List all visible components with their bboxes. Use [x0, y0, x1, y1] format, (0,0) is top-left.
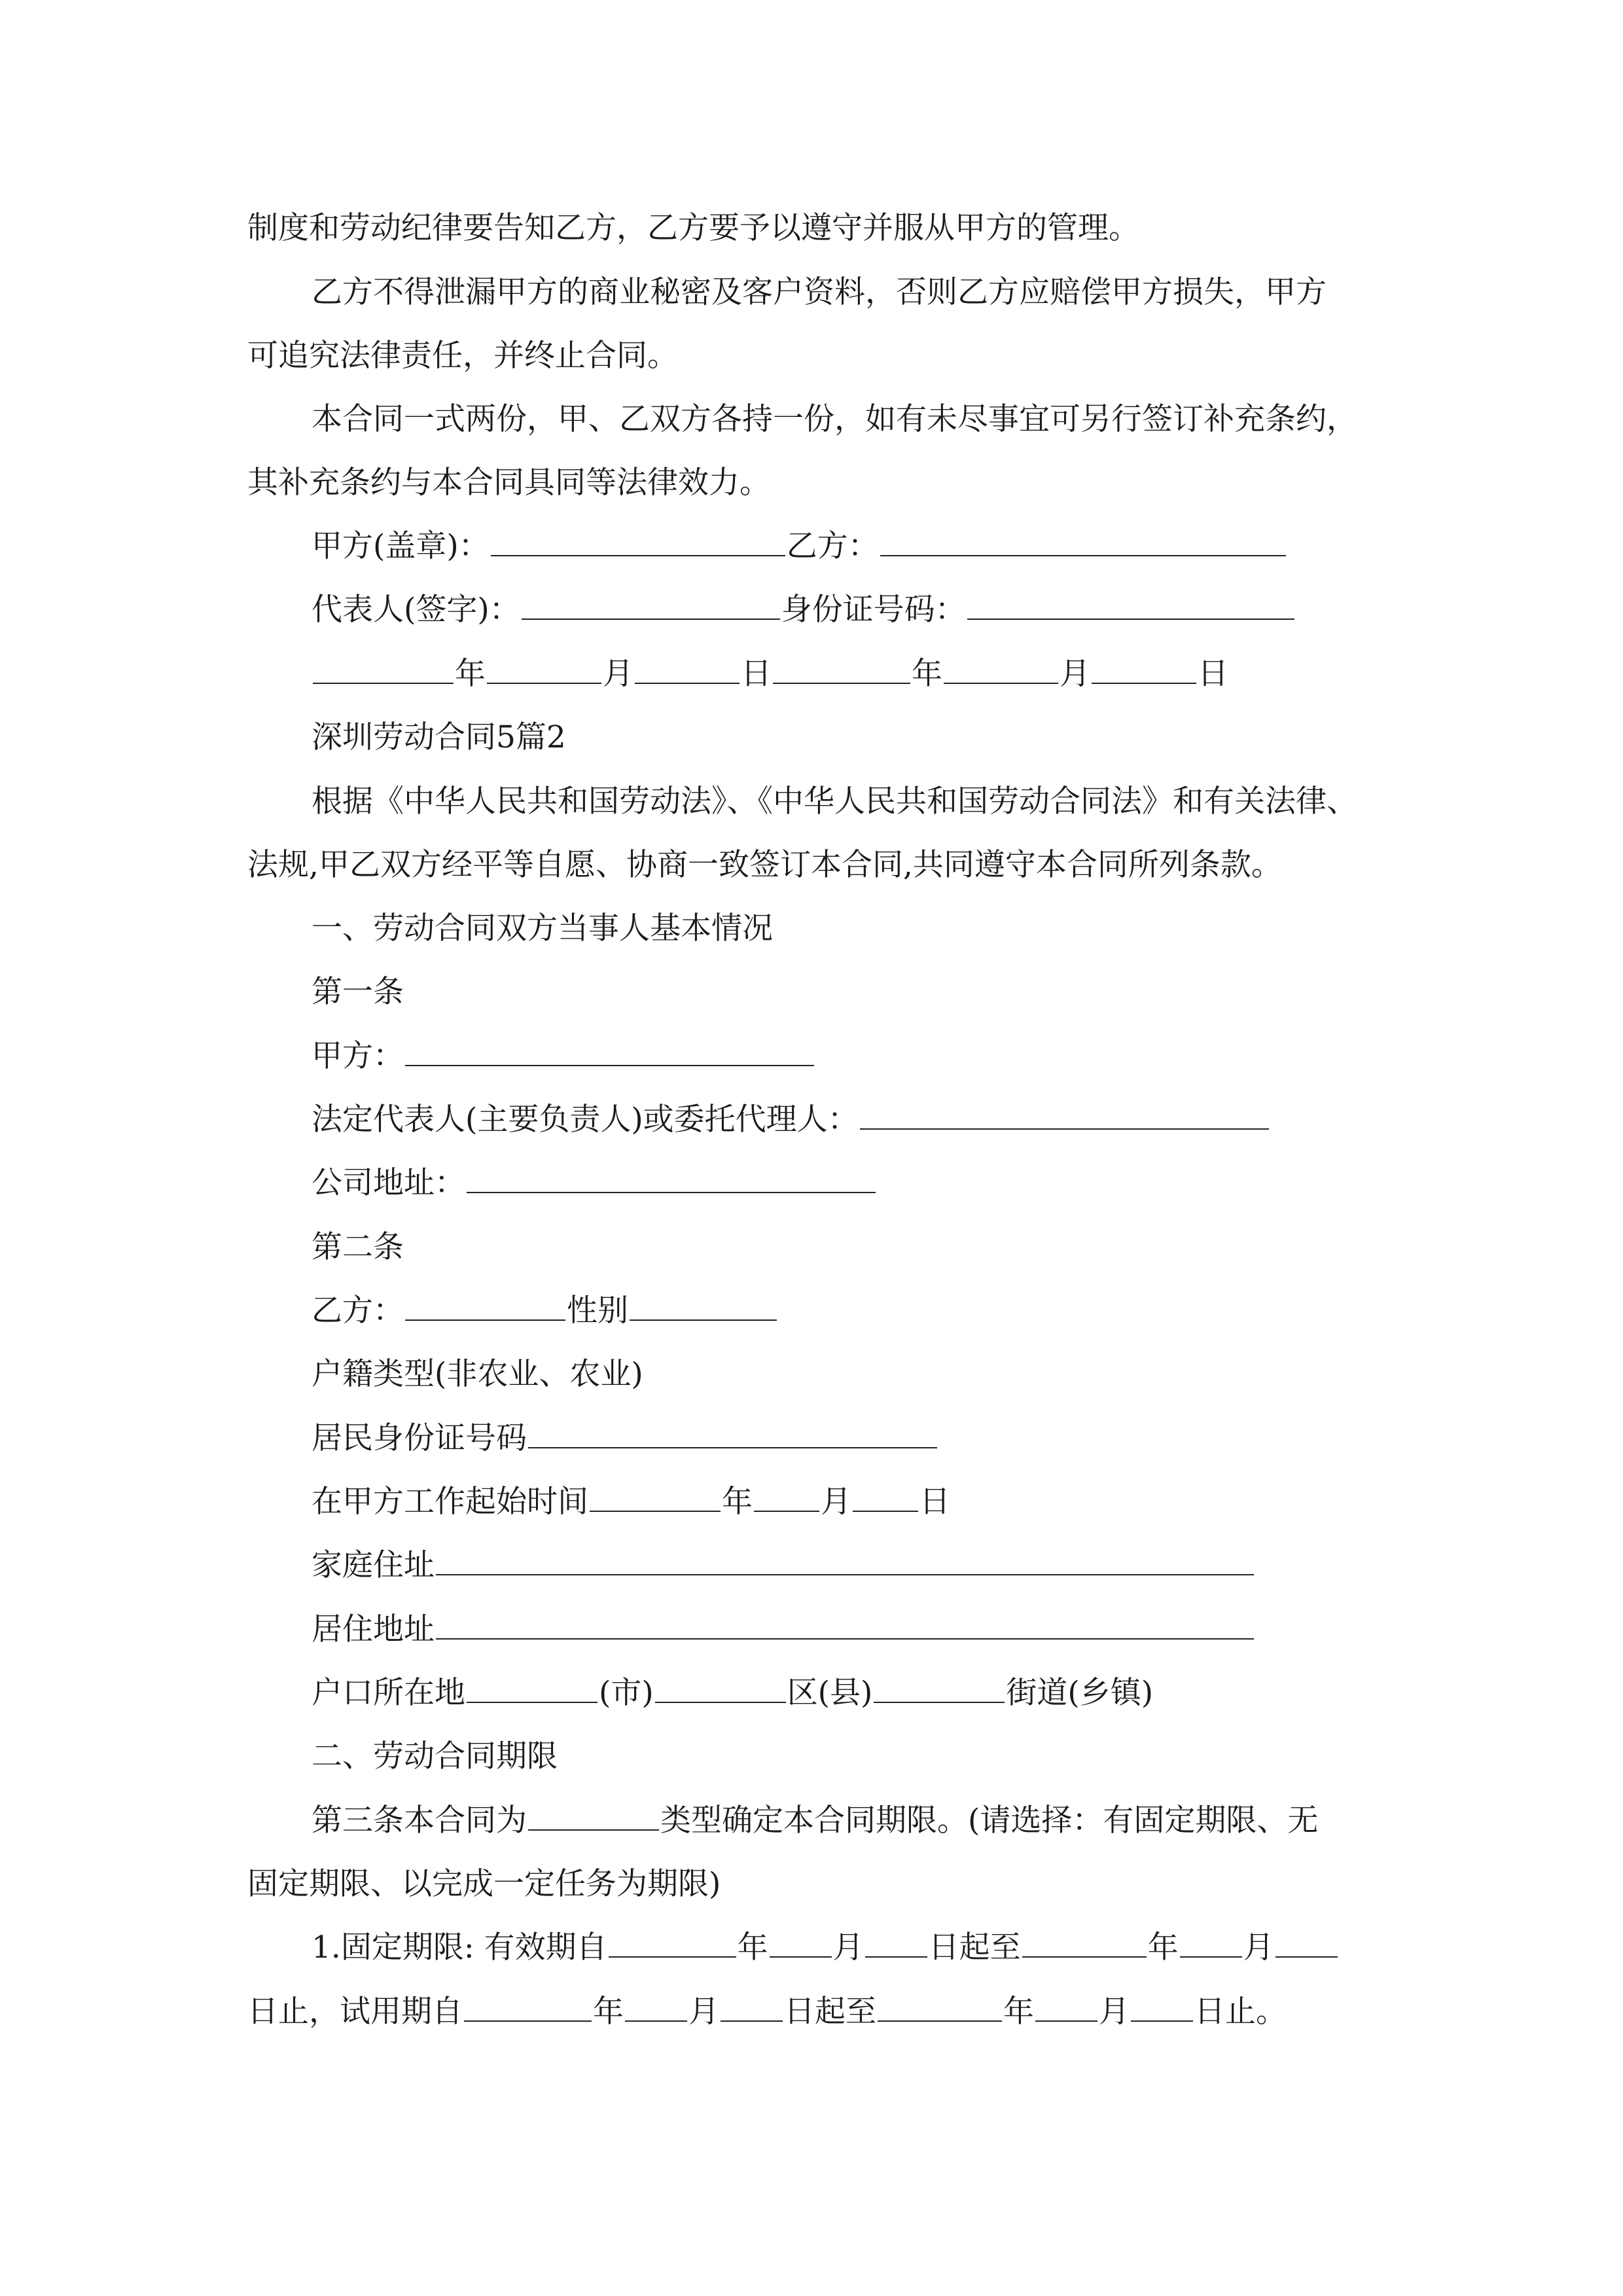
blank-start-month[interactable] — [754, 1479, 819, 1512]
blank-probation-start-year[interactable] — [464, 1989, 592, 2022]
label-start-year: 年 — [722, 1484, 753, 1520]
signature-line-dates — [312, 651, 1228, 697]
label-probation-end-year: 年 — [1003, 1994, 1034, 2030]
field-party-b — [312, 1288, 778, 1334]
blank-living-address[interactable] — [436, 1607, 1254, 1640]
label-party-b: 乙方： — [786, 528, 879, 564]
text-fixed-a: 1.固定期限: 有效期自 — [312, 1929, 607, 1965]
blank-contract-type[interactable] — [528, 1798, 659, 1831]
blank-probation-end-month[interactable] — [1035, 1989, 1097, 2022]
label-start-time: 在甲方工作起始时间 — [312, 1484, 588, 1520]
field-hukou — [312, 1670, 1153, 1716]
blank-fixed-start-year[interactable] — [609, 1925, 736, 1958]
document-title — [312, 715, 566, 761]
label-district: 区(县) — [787, 1675, 873, 1711]
label-start-day: 日 — [919, 1484, 950, 1520]
text-article3-a: 第三条本合同为 — [312, 1803, 527, 1839]
field-start-time — [312, 1479, 950, 1525]
blank-probation-start-month[interactable] — [625, 1989, 687, 2022]
paragraph-confidentiality-cont — [247, 333, 678, 379]
section-heading-1 — [312, 906, 773, 952]
label-city: (市) — [599, 1675, 654, 1711]
paragraph-rules — [247, 206, 1139, 251]
blank-date-day-b[interactable] — [1092, 651, 1196, 684]
label-id-number: 身份证号码： — [781, 592, 966, 628]
blank-date-year-b[interactable] — [773, 651, 910, 684]
label-month: 月 — [603, 656, 633, 692]
text-p1: 制度和劳动纪律要告知乙方，乙方要予以遵守并服从甲方的管理。 — [247, 210, 1139, 246]
label-fixed-start-year: 年 — [737, 1929, 768, 1965]
text-section2: 二、劳动合同期限 — [312, 1738, 558, 1774]
blank-fixed-start-month[interactable] — [770, 1925, 832, 1958]
title-text: 深圳劳动合同5篇2 — [312, 719, 566, 755]
label-street: 街道(乡镇) — [1006, 1675, 1154, 1711]
paragraph-copies-cont — [247, 460, 770, 506]
blank-rep[interactable] — [522, 587, 780, 620]
paragraph-copies — [312, 397, 1357, 442]
label-fixed-from: 日起至 — [928, 1929, 1021, 1965]
blank-hukou-city[interactable] — [467, 1670, 597, 1703]
field-company-address — [312, 1160, 877, 1206]
blank-hukou-district[interactable] — [655, 1670, 786, 1703]
label-fixed-start-month: 月 — [832, 1929, 864, 1965]
text-article3-b: 类型确定本合同期限。(请选择：有固定期限、无 — [660, 1803, 1319, 1839]
text-intro-a: 根据《中华人民共和国劳动法》、《中华人民共和国劳动合同法》和有关法律、 — [312, 783, 1357, 819]
blank-probation-end-day[interactable] — [1131, 1989, 1193, 2022]
label-probation-start-month: 月 — [688, 1994, 719, 2030]
blank-probation-end-year[interactable] — [878, 1989, 1002, 2022]
label-party-a-seal: 甲方(盖章)： — [312, 528, 490, 564]
blank-party-b[interactable] — [880, 524, 1286, 556]
article-1-heading — [312, 969, 404, 1015]
paragraph-intro — [312, 779, 1357, 825]
blank-company-address[interactable] — [467, 1160, 876, 1193]
blank-id[interactable] — [967, 587, 1294, 620]
blank-date-year-a[interactable] — [313, 651, 454, 684]
field-resident-id — [312, 1416, 938, 1462]
blank-legal-rep[interactable] — [860, 1097, 1269, 1130]
signature-line-rep — [312, 587, 1296, 633]
field-household-type — [312, 1352, 643, 1397]
paragraph-intro-cont — [247, 842, 1282, 888]
label-year-b: 年 — [912, 656, 942, 692]
text-p3b: 其补充条约与本合同具同等法律效力。 — [247, 465, 770, 501]
fixed-term-line — [312, 1925, 1339, 1971]
field-living-address — [312, 1607, 1255, 1653]
label-legal-rep: 法定代表人(主要负责人)或委托代理人： — [312, 1102, 859, 1138]
field-party-a — [312, 1033, 815, 1079]
label-day: 日 — [741, 656, 772, 692]
signature-line-parties — [312, 524, 1287, 569]
text-p3a: 本合同一式两份，甲、乙双方各持一份，如有未尽事宜可另行签订补充条约， — [312, 401, 1357, 437]
blank-fixed-end-year[interactable] — [1022, 1925, 1147, 1958]
label-party-b-name: 乙方： — [312, 1293, 404, 1329]
label-probation-from: 日起至 — [784, 1994, 876, 2030]
label-rep-sign: 代表人(签字)： — [312, 592, 520, 628]
text-article2: 第二条 — [312, 1229, 404, 1265]
text-intro-b: 法规,甲乙双方经平等自愿、协商一致签订本合同,共同遵守本合同所列条款。 — [247, 847, 1282, 883]
blank-gender[interactable] — [630, 1288, 777, 1321]
label-living-address: 居住地址 — [312, 1611, 435, 1647]
text-article1: 第一条 — [312, 974, 404, 1010]
blank-party-a-name[interactable] — [405, 1033, 814, 1066]
label-year: 年 — [455, 656, 486, 692]
label-start-month: 月 — [821, 1484, 851, 1520]
section-heading-2 — [312, 1734, 558, 1780]
label-fixed-end-year: 年 — [1147, 1929, 1179, 1965]
label-day-b: 日 — [1198, 656, 1228, 692]
blank-home-address[interactable] — [436, 1543, 1254, 1575]
probation-line — [247, 1989, 1287, 2035]
label-household-type: 户籍类型(非农业、农业) — [312, 1356, 643, 1392]
blank-fixed-start-day[interactable] — [865, 1925, 927, 1958]
blank-date-month-a[interactable] — [487, 651, 601, 684]
blank-date-month-b[interactable] — [944, 651, 1058, 684]
label-probation-end-month: 月 — [1099, 1994, 1130, 2030]
blank-start-year[interactable] — [590, 1479, 721, 1512]
label-probation-start-year: 年 — [593, 1994, 624, 2030]
label-hukou: 户口所在地 — [312, 1675, 465, 1711]
field-legal-rep — [312, 1097, 1270, 1143]
blank-resident-id[interactable] — [528, 1416, 937, 1448]
label-probation-end: 日止。 — [1194, 1994, 1287, 2030]
blank-fixed-end-day[interactable] — [1275, 1925, 1338, 1958]
text-p2a: 乙方不得泄漏甲方的商业秘密及客户资料，否则乙方应赔偿甲方损失，甲方 — [312, 274, 1327, 310]
article-3 — [312, 1798, 1318, 1844]
blank-party-a[interactable] — [491, 524, 785, 556]
blank-hukou-street[interactable] — [874, 1670, 1005, 1703]
article-3-cont — [247, 1861, 721, 1907]
blank-start-day[interactable] — [853, 1479, 918, 1512]
text-fixed-b: 日止，试用期自 — [247, 1994, 463, 2030]
label-company-address: 公司地址： — [312, 1165, 465, 1201]
label-month-b: 月 — [1060, 656, 1090, 692]
field-home-address — [312, 1543, 1255, 1588]
text-p2b: 可追究法律责任，并终止合同。 — [247, 338, 678, 374]
blank-date-day-a[interactable] — [635, 651, 740, 684]
text-article3-c: 固定期限、以完成一定任务为期限) — [247, 1866, 721, 1902]
label-fixed-end-month: 月 — [1243, 1929, 1274, 1965]
label-gender: 性别 — [567, 1293, 628, 1329]
label-home-address: 家庭住址 — [312, 1547, 435, 1583]
text-section1: 一、劳动合同双方当事人基本情况 — [312, 910, 773, 946]
blank-fixed-end-month[interactable] — [1180, 1925, 1242, 1958]
article-2-heading — [312, 1225, 404, 1270]
label-party-a: 甲方： — [312, 1038, 404, 1074]
label-resident-id: 居民身份证号码 — [312, 1420, 527, 1456]
blank-probation-start-day[interactable] — [721, 1989, 783, 2022]
blank-party-b-name[interactable] — [405, 1288, 565, 1321]
paragraph-confidentiality — [312, 270, 1327, 315]
